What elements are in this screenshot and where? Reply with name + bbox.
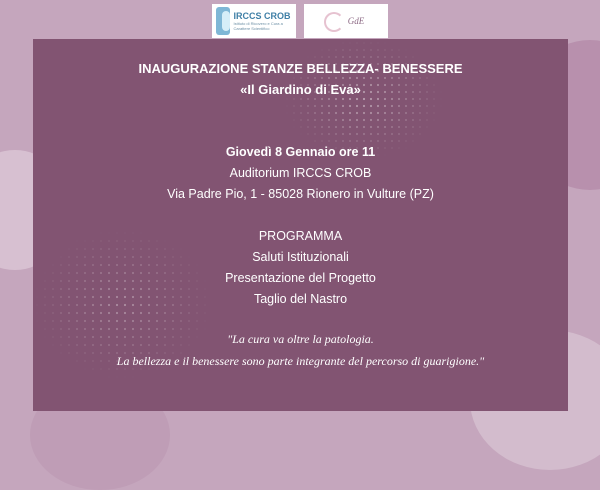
- event-date: Giovedì 8 Gennaio ore 11: [225, 145, 376, 159]
- crob-logo-subtitle: Istituto di Ricovero e Cura a Carattere Scientifico: [233, 21, 283, 31]
- invitation-panel: [33, 39, 568, 411]
- crob-logo-icon: [216, 7, 230, 35]
- programme-item: Saluti Istituzionali: [252, 250, 349, 264]
- programme-item: Taglio del Nastro: [253, 292, 348, 306]
- invitation-content: [33, 39, 568, 411]
- event-subtitle: «Il Giardino di Eva»: [240, 82, 361, 97]
- event-address: Via Padre Pio, 1 - 85028 Rionero in Vulture (PZ): [167, 187, 434, 201]
- event-venue: Auditorium IRCCS CROB: [229, 166, 372, 180]
- crob-logo-text: [234, 11, 292, 31]
- quote-line: "La cura va oltre la patologia.: [227, 332, 374, 346]
- programme-heading: PROGRAMMA: [258, 229, 343, 243]
- gde-logo-icon: [324, 12, 344, 32]
- gde-logo-text: GdE: [347, 16, 365, 26]
- crob-logo-name: IRCCS CROB: [233, 11, 291, 21]
- event-title: INAUGURAZIONE STANZE BELLEZZA- BENESSERE: [138, 61, 463, 76]
- giardino-di-eva-logo: [304, 4, 388, 38]
- programme-item: Presentazione del Progetto: [225, 271, 376, 285]
- irccs-crob-logo: [212, 4, 296, 38]
- quote-line: La bellezza e il benessere sono parte integrante del percorso di guarigione.": [116, 354, 485, 368]
- logo-bar: [212, 4, 388, 38]
